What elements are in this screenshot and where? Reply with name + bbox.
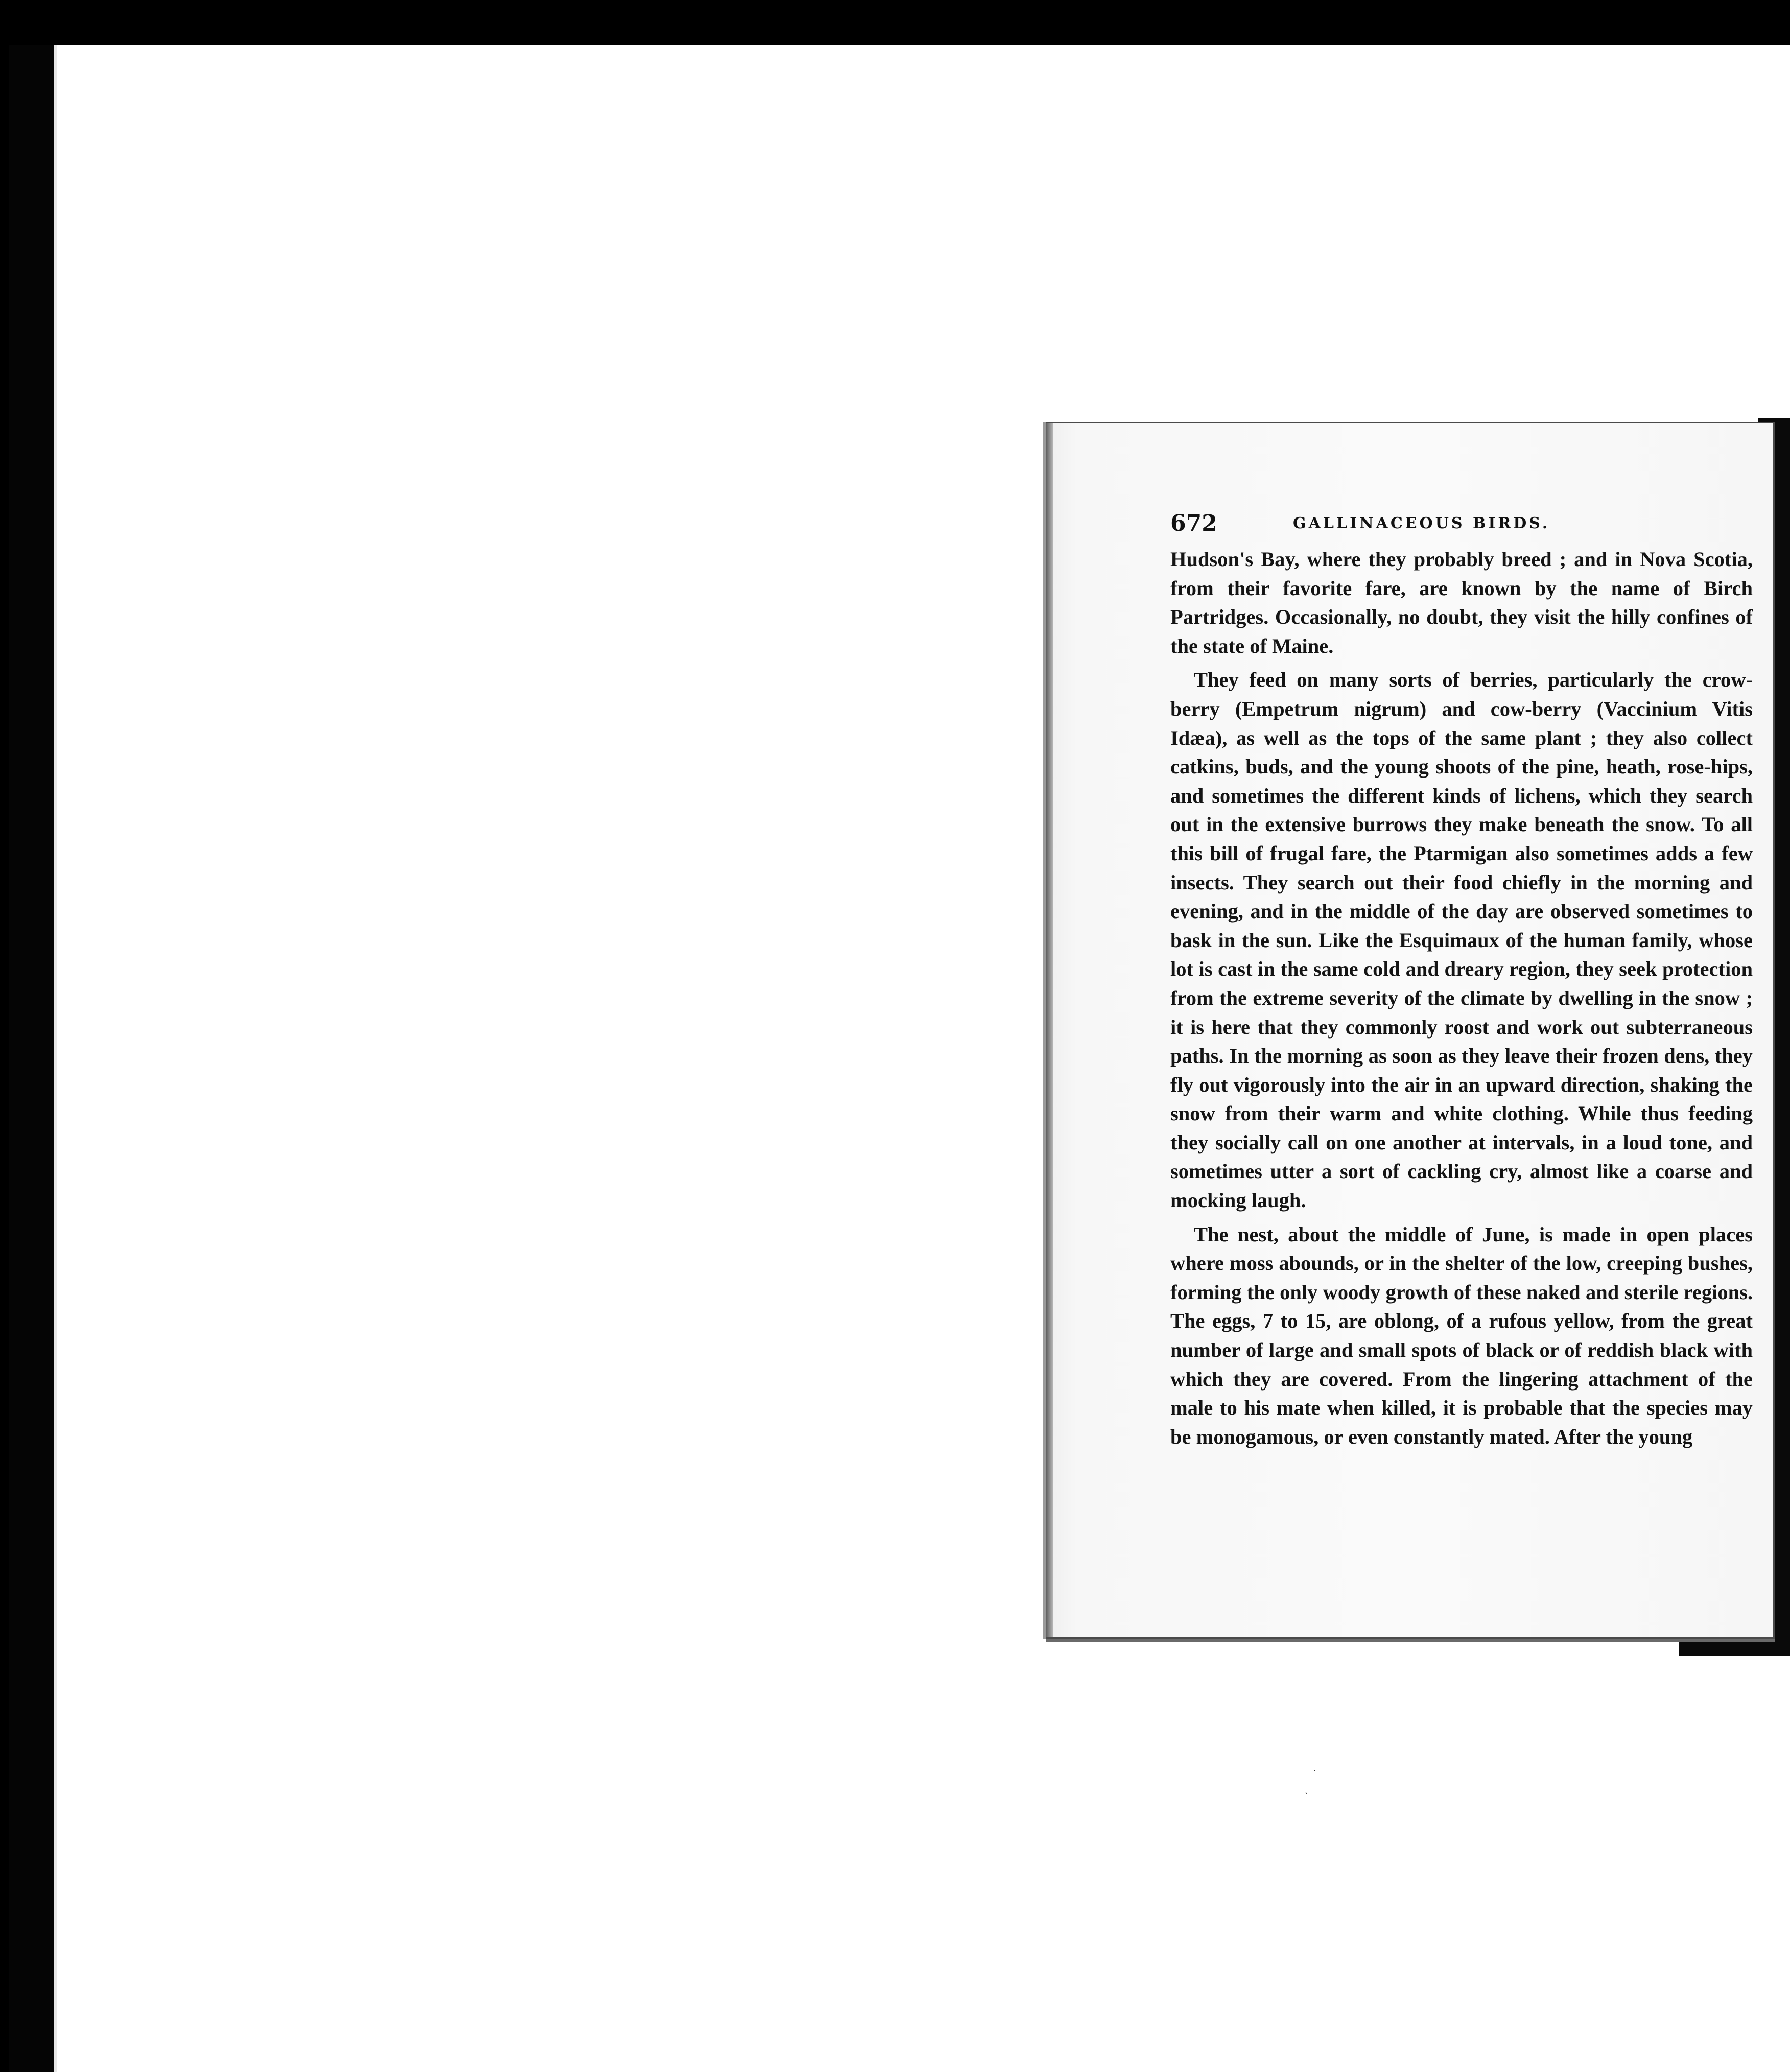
scan-speck: ˙ (1312, 1769, 1317, 1781)
paragraph-1: Hudson's Bay, where they probably breed ; and in Nova Scotia, from their favorite fare, are known by the name of Birch Partridges. Occasionally, no doubt, they visit the hilly confines of the state of Maine. (1170, 548, 1753, 657)
body-text (1170, 545, 1753, 1451)
scan-left-border (0, 0, 9, 2072)
page-number: 672 (1170, 510, 1217, 536)
paragraph-2: They feed on many sorts of berries, particularly the crow-berry (Empetrum nigrum) and cow-berry (Vaccinium Vitis Idæa), as well as the tops of the same plant ; they also collect catkins, buds, and the young shoots of the pine, heath, rose-hips, and sometimes the different kinds of lichens, which they search out in the extensive burrows they make beneath the snow. To all this bill of frugal fare, the Ptarmigan also sometimes adds a few insects. They search out their food chiefly in the morning and evening, and in the middle of the day are observed sometimes to bask in the sun. Like the Esquimaux of the human family, whose lot is cast in the same cold and dreary region, they seek protection from the extreme severity of the climate by dwelling in the snow ; it is here that they commonly roost and work out subterraneous paths. In the morning as soon as they leave their frozen dens, they fly out vigorously into the air in an upward direction, shaking the snow from their warm and white clothing. While thus feeding they socially call on one another at intervals, in a loud tone, and sometimes utter a sort of cackling cry, almost like a coarse and mocking laugh. (1170, 668, 1753, 1212)
paragraph-3: The nest, about the middle of June, is made in open places where moss abounds, or in the shelter of the low, creeping bushes, forming the only woody growth of these naked and sterile regions. The eggs, 7 to 15, are oblong, of a rufous yellow, from the great number of large and small spots of black or of reddish black with which they are covered. From the lingering attachment of the male to his mate when killed, it is probable that the species may be monogamous, or even constantly mated. After the young (1170, 1222, 1753, 1448)
book-page (1046, 422, 1775, 1639)
running-head (1170, 510, 1753, 546)
scan-speck: ˎ (1305, 1784, 1309, 1795)
running-title: GALLINACEOUS BIRDS. (1293, 514, 1550, 532)
scan-top-border (0, 0, 1790, 45)
page-spine-shadow (1046, 423, 1053, 1637)
